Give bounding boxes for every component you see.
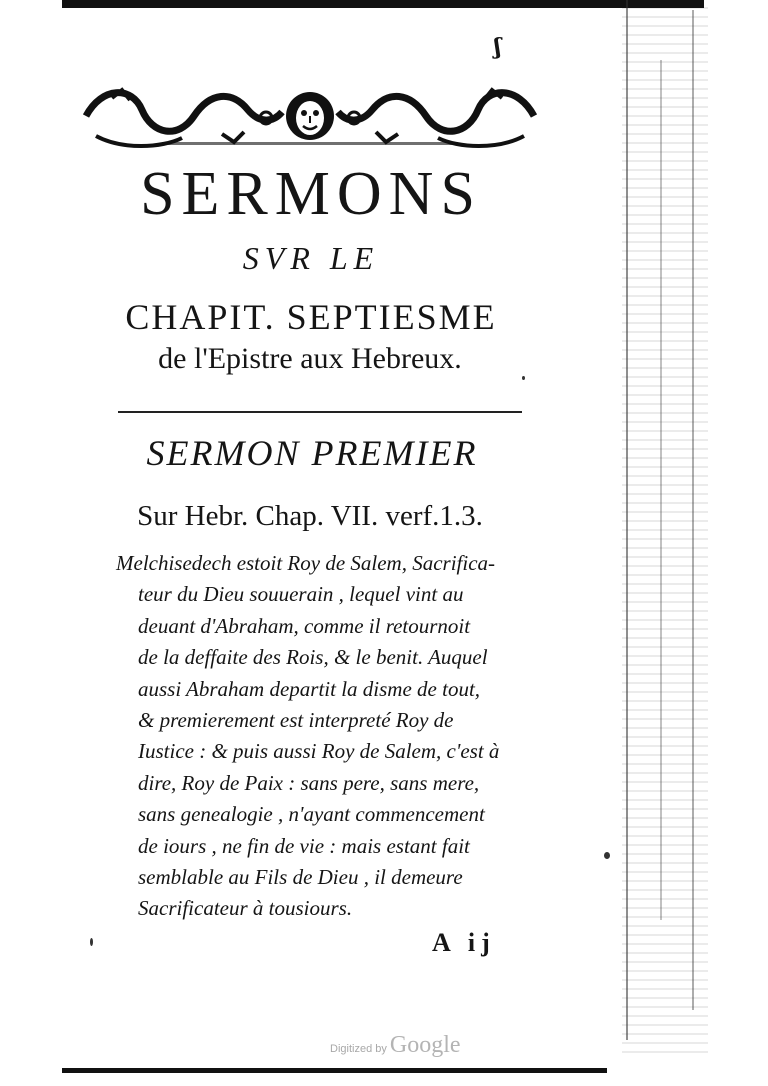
gutter-line — [692, 10, 694, 1010]
chapter-line: CHAPIT. SEPTIESME — [125, 297, 497, 337]
passage-line: semblable au Fils de Dieu , il demeure — [138, 865, 463, 890]
bottom-border-bar — [62, 1068, 607, 1073]
digitized-watermark — [330, 1032, 490, 1059]
gutter-line — [660, 60, 662, 920]
scripture-passage — [116, 548, 546, 925]
passage-line: & premierement est interpreté Roy de — [138, 708, 454, 733]
passage-line: sans genealogie , n'ayant commencement — [138, 802, 485, 827]
google-logo: Google — [389, 1032, 461, 1058]
passage-line: Melchisedech estoit Roy de Salem, Sacrifica- — [116, 551, 496, 575]
passage-line: dire, Roy de Paix : sans pere, sans mere, — [138, 770, 480, 795]
top-border-bar — [62, 0, 704, 8]
ink-speck — [604, 852, 610, 859]
horizontal-rule — [118, 411, 522, 413]
passage-line: Iustice : & puis aussi Roy de Salem, c'est à — [138, 739, 500, 764]
epistle-line: de l'Epistre aux Hebreux. — [158, 342, 462, 375]
subtitle-sur-le: SVR LE — [242, 240, 380, 276]
verse-reference: Sur Hebr. Chap. VII. verf.1.3. — [137, 500, 483, 532]
passage-line: de la deffaite des Rois, & le benit. Auquel — [138, 645, 488, 670]
passage-line: teur du Dieu souuerain , lequel vint au — [138, 582, 464, 607]
quire-signature: A ij — [432, 928, 496, 957]
ink-speck — [522, 376, 525, 380]
gutter-line — [626, 0, 628, 1040]
scanned-gutter-edge — [622, 0, 708, 1060]
signature-mark: ʃ — [494, 34, 502, 60]
passage-line: deuant d'Abraham, comme il retournoit — [138, 613, 471, 638]
passage-line: aussi Abraham departit la disme de tout, — [138, 676, 481, 701]
sermon-heading: SERMON PREMIER — [146, 433, 478, 473]
passage-line: de iours , ne fin de vie : mais estant fait — [138, 833, 470, 858]
ink-speck — [90, 938, 93, 946]
page-title: SERMONS — [140, 160, 482, 228]
ornament-headpiece-icon — [82, 80, 538, 152]
digitized-prefix: Digitized by — [330, 1043, 387, 1055]
passage-line: Sacrificateur à tousiours. — [138, 896, 353, 921]
